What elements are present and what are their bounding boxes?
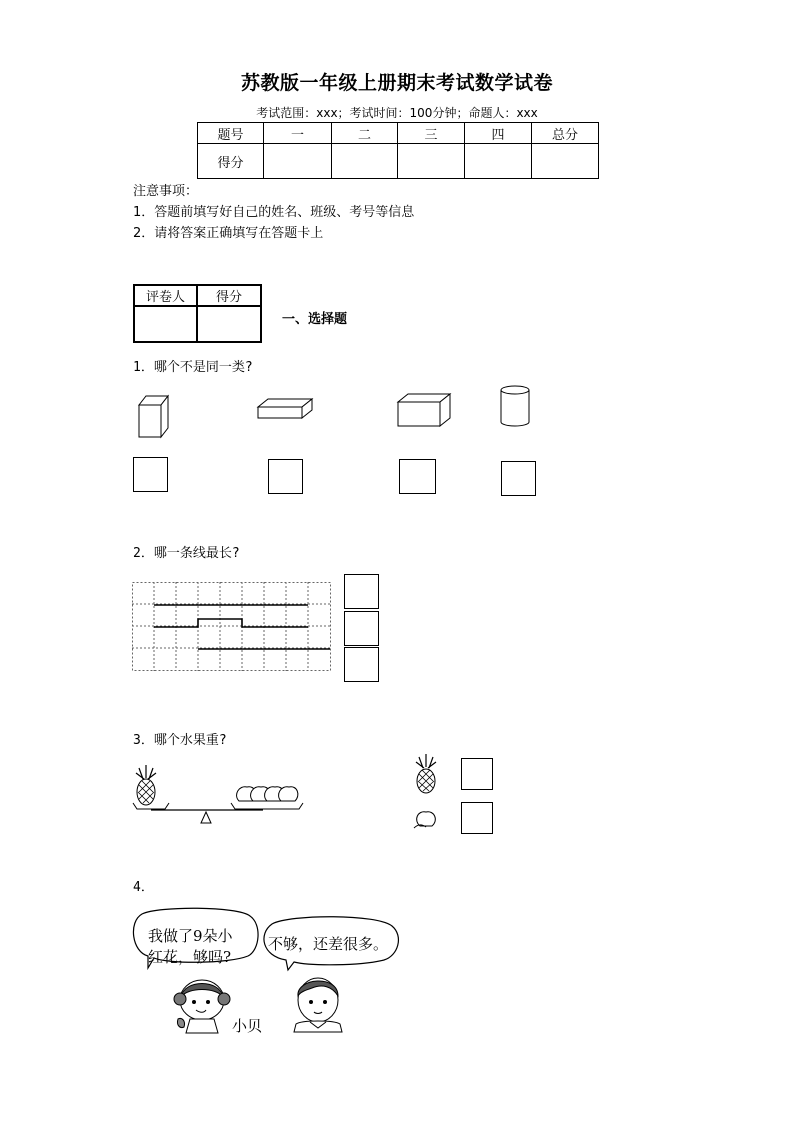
score-cell[interactable] — [465, 144, 532, 179]
answer-box-q1-d[interactable] — [501, 461, 536, 496]
score-table-header-label: 题号 — [198, 123, 264, 144]
question-3: 3．哪个水果重? — [133, 733, 227, 748]
grader-table — [133, 284, 262, 343]
score-col-1: 一 — [264, 123, 332, 144]
cube-icon — [137, 393, 171, 439]
balance-scale-icon — [131, 765, 311, 825]
pineapple-icon — [411, 754, 439, 794]
notes-item: 2．请将答案正确填写在答题卡上 — [133, 226, 324, 241]
flat-cuboid-icon — [256, 397, 316, 421]
bubble-right-text: 不够，还差很多。 — [268, 935, 389, 953]
question-1: 1．哪个不是同一类? — [133, 360, 253, 375]
answer-box-q3-peach[interactable] — [461, 802, 493, 834]
pineapple-icon — [136, 765, 156, 805]
grader-score-header: 得分 — [197, 285, 261, 306]
answer-box-q2-c[interactable] — [344, 647, 379, 682]
answer-box-q1-c[interactable] — [399, 459, 436, 494]
question-4: 4． — [133, 880, 154, 895]
score-cell[interactable] — [398, 144, 465, 179]
notes-section — [133, 181, 414, 244]
section-title: 一、选择题 — [282, 312, 348, 327]
score-cell[interactable] — [532, 144, 599, 179]
score-cell[interactable] — [332, 144, 398, 179]
notes-heading: 注意事项： — [133, 184, 199, 199]
cuboid-icon — [396, 392, 456, 428]
score-col-2: 二 — [332, 123, 398, 144]
notes-item: 1．答题前填写好自己的姓名、班级、考号等信息 — [133, 205, 415, 220]
question-2: 2．哪一条线最长? — [133, 546, 240, 561]
answer-box-q2-a[interactable] — [344, 574, 379, 609]
cylinder-icon — [499, 384, 533, 428]
score-cell[interactable] — [264, 144, 332, 179]
grader-header: 评卷人 — [134, 285, 197, 306]
score-col-4: 四 — [465, 123, 532, 144]
grader-score-cell[interactable] — [197, 306, 261, 342]
answer-box-q1-b[interactable] — [268, 459, 303, 494]
girl-character-icon — [172, 975, 232, 1035]
peach-group-icon — [237, 787, 298, 801]
name-label: 小贝 — [232, 1017, 263, 1035]
boy-character-icon — [288, 972, 348, 1034]
score-table — [197, 122, 599, 179]
score-col-total: 总分 — [532, 123, 599, 144]
dotted-grid-lines — [132, 582, 332, 672]
answer-box-q3-pineapple[interactable] — [461, 758, 493, 790]
grader-cell[interactable] — [134, 306, 197, 342]
score-col-3: 三 — [398, 123, 465, 144]
bubble-left-text: 我做了9朵小 红花，够吗? — [148, 927, 233, 966]
exam-title: 苏教版一年级上册期末考试数学试卷 — [240, 72, 553, 94]
answer-box-q2-b[interactable] — [344, 611, 379, 646]
exam-meta: 考试范围：xxx；考试时间：100分钟；命题人：xxx — [256, 106, 538, 120]
peach-icon — [412, 806, 440, 832]
score-table-row-label: 得分 — [198, 144, 264, 179]
answer-box-q1-a[interactable] — [133, 457, 168, 492]
